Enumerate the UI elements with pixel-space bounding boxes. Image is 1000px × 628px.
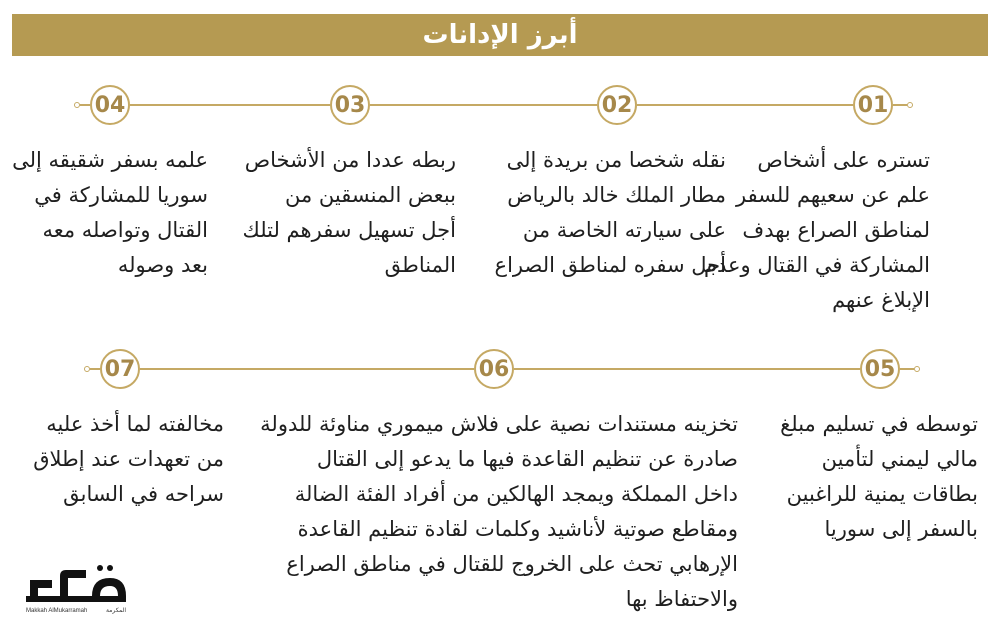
badge-05: 05 <box>860 349 900 389</box>
timeline-line <box>140 368 474 370</box>
timeline-dot <box>914 366 920 372</box>
timeline-line <box>637 104 853 106</box>
timeline-line <box>90 368 100 370</box>
item-04-text: علمه بسفر شقيقه إلى سوريا للمشاركة في القتال وتواصله معه بعد وصوله <box>12 148 208 277</box>
svg-text:المكرمة: المكرمة <box>105 607 126 614</box>
timeline-line <box>80 104 90 106</box>
badge-02: 02 <box>597 85 637 125</box>
timeline-dot <box>907 102 913 108</box>
makkah-logo-mark <box>22 558 132 616</box>
badge-01: 01 <box>853 85 893 125</box>
badge-07: 07 <box>100 349 140 389</box>
item-03-text: ربطه عددا من الأشخاص ببعض المنسقين من أجل تسهيل سفرهم لتلك المناطق <box>242 148 456 277</box>
badge-03: 03 <box>330 85 370 125</box>
timeline-line <box>900 368 914 370</box>
makkah-logo <box>22 558 132 616</box>
timeline-line <box>893 104 907 106</box>
item-02-text: نقله شخصا من بريدة إلى مطار الملك خالد بالرياض على سيارته الخاصة من أجل سفره لمناطق الصراع <box>494 148 726 277</box>
timeline-line <box>370 104 597 106</box>
page-title: أبرز الإدانات <box>422 20 578 50</box>
item-05-text: توسطه في تسليم مبلغ مالي ليمني لتأمين بطاقات يمنية للراغبين بالسفر إلى سوريا <box>780 412 978 541</box>
badge-06: 06 <box>474 349 514 389</box>
item-01-text: تستره على أشخاص علم عن سعيهم للسفر لمناطق الصراع بهدف المشاركة في القتال وعدم الإبلاغ عنهم <box>703 148 930 312</box>
timeline-line <box>130 104 330 106</box>
timeline-line <box>514 368 860 370</box>
item-07-text: مخالفته لما أخذ عليه من تعهدات عند إطلاق سراحه في السابق <box>33 412 224 506</box>
badge-04: 04 <box>90 85 130 125</box>
title-bar <box>12 14 988 56</box>
item-06-text: تخزينه مستندات نصية على فلاش ميموري مناوئة للدولة صادرة عن تنظيم القاعدة فيها ما يدعو إلى القتال داخل المملكة ويمجد الهالكين من أفراد الفئة الضالة ومقاطع صوتية لأناشيد وكلمات لقادة تنظيم القاعدة الإرهابي تحث على الخروج للقتال في مناطق الصراع والاحتفاظ بها <box>260 412 738 611</box>
svg-text:Makkah AlMukarramah: Makkah AlMukarramah <box>26 608 88 614</box>
